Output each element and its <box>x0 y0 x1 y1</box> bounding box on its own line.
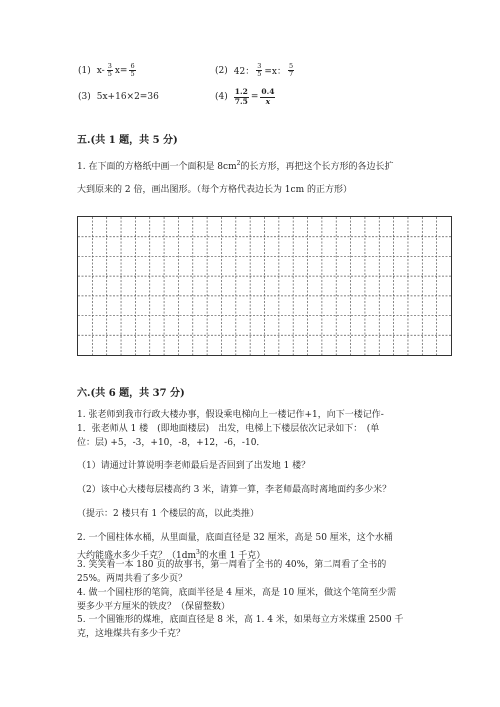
fraction <box>107 63 113 78</box>
question-1-sub-2: （2）该中心大楼每层楼高约 3 米，请算一算，李老师最高时离地面约多少米？ <box>77 485 392 495</box>
numerator: 1.2 <box>234 87 248 96</box>
question-4-line-1: 4. 做一个圆柱形的笔筒，底面半径是 4 厘米，高是 10 厘米，做这个笔筒至少需 <box>77 588 397 598</box>
text: 1. 在下面的方格纸中画一个面积是 8cm <box>77 162 237 172</box>
equation-4 <box>215 88 277 106</box>
equation-part: x= <box>114 65 128 76</box>
denominator: x <box>265 96 271 106</box>
equation-part: 5x+16×2=36 <box>96 92 159 102</box>
equation-1 <box>78 63 138 78</box>
grid-paper[interactable] <box>77 216 452 356</box>
equation-number: (4) <box>215 92 228 102</box>
question-5-line-2: 克，这堆煤共有多少千克？ <box>77 629 186 639</box>
equation-number: (1) <box>78 65 91 76</box>
question-3-line-1: 3. 笑笑看一本 180 页的故事书，第一周看了全书的 40%，第二周看了全书的 <box>77 560 387 570</box>
numerator: 6 <box>130 62 135 70</box>
question-3-line-2: 25%。两周共看了多少页？ <box>77 574 188 584</box>
equation-part: x- <box>96 65 105 76</box>
equation-3 <box>78 92 159 102</box>
question-1-sub-1: （1）请通过计算说明李老师最后是否回到了出发地 1 楼？ <box>77 461 311 471</box>
denominator: 5 <box>107 70 112 78</box>
equation-number: (2) <box>215 65 228 76</box>
superscript: 2 <box>236 160 241 167</box>
question-1-hint: （提示：2 楼只有 1 个楼层的高，以此类推） <box>77 509 260 519</box>
fraction <box>288 63 294 78</box>
text: 的长方形，再把这个长方形的各边长扩 <box>240 162 394 172</box>
equation-part: 42： <box>233 67 255 77</box>
text: 大约能盛水多少千克？（1dm <box>77 551 197 561</box>
question-1-line-3: 位：层) +5，-3，+10，-8，+12，-6，-10． <box>77 438 266 448</box>
denominator: 5 <box>130 70 135 78</box>
equation-number: (3) <box>78 92 91 102</box>
fraction <box>129 63 135 78</box>
question-4-line-2: 要多少平方厘米的铁皮？（保留整数） <box>77 602 231 612</box>
question-1-line-2: 1．张老师从 1 楼 (即地面楼层) 出发，电梯上下楼层依次记录如下： (单 <box>77 424 380 434</box>
question-5-line-1: 5. 一个圆锥形的煤堆，底面直径是 8 米，高 1. 4 米，如果每立方米煤重 2500 千 <box>77 615 404 625</box>
superscript: 3 <box>196 549 200 556</box>
numerator: 0.4 <box>261 87 275 96</box>
section-5-question-1-line-2: 大到原来的 2 倍，画出图形。（每个方格代表边长为 1cm 的正方形） <box>77 185 352 195</box>
equation-part: = <box>250 92 259 102</box>
question-2-line-1: 2. 一个圆柱体水桶，从里面量，底面直径是 32 厘米，高是 50 厘米，这个水桶 <box>77 533 393 543</box>
denominator: 7 <box>288 70 294 78</box>
section-5-question-1-line-1 <box>77 157 393 174</box>
text: 的水重 1 千克） <box>199 551 266 561</box>
section-6-title: 六.(共 6 题，共 37 分) <box>77 388 185 399</box>
equation-2 <box>215 63 296 78</box>
grid-lines <box>78 217 451 355</box>
fraction <box>256 63 262 78</box>
denominator: 7.5 <box>234 96 248 106</box>
numerator: 3 <box>257 62 262 70</box>
question-1-line-1: 1. 张老师到我市行政大楼办事，假设乘电梯向上一楼记作+1，向下一楼记作- <box>77 410 384 420</box>
section-5-title: 五.(共 1 题，共 5 分) <box>77 135 178 146</box>
fraction <box>234 88 249 106</box>
equation-part: =x： <box>264 67 286 77</box>
denominator: 5 <box>257 70 262 78</box>
numerator: 5 <box>288 62 294 70</box>
fraction <box>260 88 275 106</box>
numerator: 3 <box>107 62 112 70</box>
